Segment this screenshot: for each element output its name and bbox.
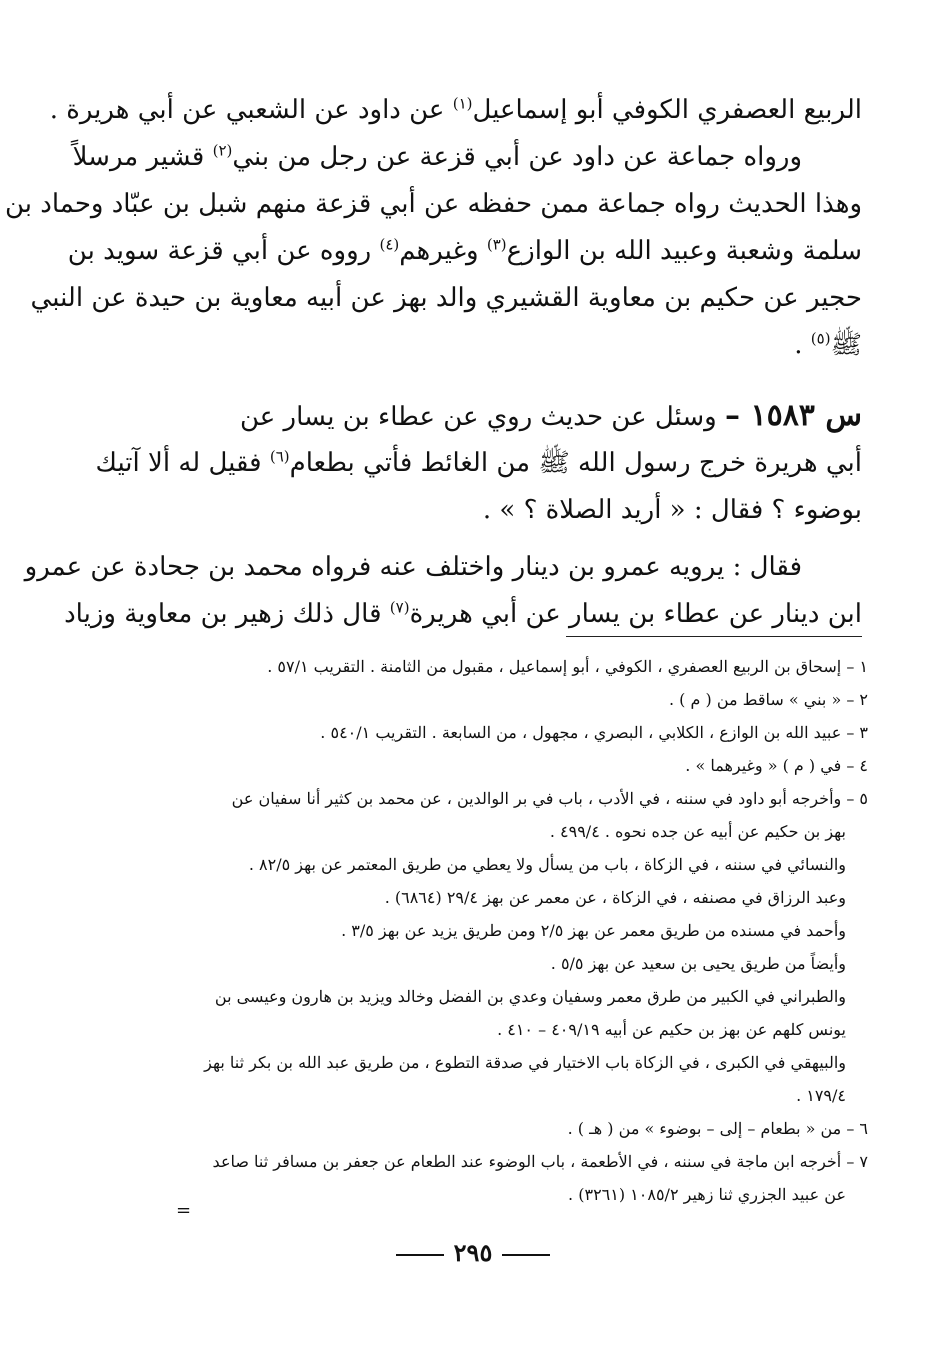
page-number — [0, 1238, 946, 1267]
footnote-ref: (٥) — [810, 329, 831, 348]
text-run: أبي هريرة خرج رسول الله ﷺ من الغائط فأتي بطعام — [289, 448, 862, 478]
body-line-1 — [49, 88, 862, 135]
footnote-2: ٢ – « بني » ساقط من ( م ) . — [669, 690, 868, 709]
body-line-4 — [67, 229, 862, 276]
continuation-mark: = — [176, 1200, 192, 1221]
text-run: وسئل عن حديث روي عن عطاء بن يسار عن — [239, 402, 726, 432]
footnote-ref: (٣) — [486, 235, 507, 254]
question-line-1 — [162, 394, 862, 441]
paragraph-gap — [162, 535, 862, 545]
footnote-ref: (٢) — [212, 141, 233, 160]
footnote-5-cont: والبيهقي في الكبرى ، في الزكاة باب الاختيار في صدقة التطوع ، من طريق عبد الله بن بكر ثنا بهز — [204, 1053, 846, 1072]
text-run: ابن دينار عن عطاء بن يسار عن أبي هريرة — [409, 599, 862, 629]
footnote-6: ٦ – من « بطعام – إلى – بوضوء » من ( هـ ) . — [567, 1119, 868, 1138]
text-run: عن داود عن الشعبي عن أبي هريرة . — [49, 95, 453, 125]
text-run: ورواه جماعة عن داود عن أبي قزعة عن رجل من بني — [232, 142, 802, 172]
footnote-3: ٣ – عبيد الله بن الوازع ، الكلابي ، البصري ، مجهول ، من السابعة . التقريب ٥٤٠/١ . — [320, 723, 868, 742]
footnote-5-cont: بهز بن حكيم عن أبيه عن جده نحوه . ٤٩٩/٤ . — [549, 822, 846, 841]
text-run: فقيل له ألا آتيك — [95, 448, 270, 478]
footnote-5-cont: وعبد الرزاق في مصنفه ، في الزكاة ، عن معمر عن بهز ٢٩/٤ (٦٨٦٤) . — [384, 888, 846, 907]
text-run: سلمة وشعبة وعبيد الله بن الوازع — [506, 236, 862, 266]
text-run: قشير مرسلاً — [72, 142, 213, 172]
footnote-5: ٥ – وأخرجه أبو داود في سننه ، في الأدب ، باب في بر الوالدين ، عن محمد بن كثير أنا سفيان عن — [231, 789, 868, 808]
answer-line-2 — [64, 592, 862, 639]
text-run: . — [794, 330, 811, 360]
text-run: ﷺ — [830, 330, 862, 360]
footnote-4: ٤ – في ( م ) « وغيرهما » . — [685, 756, 868, 775]
text-run: رووه عن أبي قزعة سويد بن — [67, 236, 380, 266]
footnote-ref: (١) — [452, 94, 473, 113]
footnote-5-cont: والنسائي في سننه ، في الزكاة ، باب من يسأل ولا يعطي من طريق المعتمر عن بهز ٨٢/٥ . — [248, 855, 846, 874]
body-line-2 — [72, 135, 862, 182]
text-run: قال ذلك زهير بن معاوية وزياد — [64, 599, 390, 629]
answer-line-1: فقال : يرويه عمرو بن دينار واختلف عنه فرواه محمد بن جحادة عن عمرو — [24, 552, 802, 582]
footnote-7-cont: عن عبيد الجزري ثنا زهير ١٠٨٥/٢ (٣٢٦١) . — [568, 1185, 846, 1204]
paragraph-gap — [162, 370, 862, 394]
footnotes — [162, 650, 868, 1211]
body-line-3: وهذا الحديث رواه جماعة ممن حفظه عن أبي قزعة منهم شبل بن عبّاد وحماد بن — [5, 189, 862, 219]
footnote-ref: (٧) — [389, 598, 410, 617]
main-text — [5, 88, 862, 639]
body-line-5: حجير عن حكيم بن معاوية القشيري والد بهز عن أبيه معاوية بن حيدة عن النبي — [30, 283, 862, 313]
footnote-7: ٧ – أخرجه ابن ماجة في سننه ، في الأطعمة ، باب الوضوء عند الطعام عن جعفر بن مسافر ثنا صاعد — [212, 1152, 868, 1171]
body-line-6 — [162, 323, 862, 370]
question-number: س ١٥٨٣ – — [725, 398, 862, 433]
dash-left — [502, 1254, 550, 1256]
page-number-text: ٢٩٥ — [453, 1238, 493, 1267]
footnote-5-cont: وأحمد في مسنده من طريق معمر عن بهز ٢/٥ ومن طريق يزيد عن بهز ٣/٥ . — [341, 921, 846, 940]
footnote-ref: (٦) — [269, 447, 290, 466]
footnote-5-cont: وأيضاً من طريق يحيى بن سعيد عن بهز ٥/٥ . — [550, 954, 846, 973]
text-run: وغيرهم — [399, 236, 487, 266]
footnote-ref: (٤) — [379, 235, 400, 254]
footnote-separator — [566, 636, 862, 637]
question-line-2 — [95, 441, 862, 488]
text-run: الربيع العصفري الكوفي أبو إسماعيل — [472, 95, 862, 125]
footnote-5-cont: ١٧٩/٤ . — [796, 1086, 846, 1105]
question-line-3: بوضوء ؟ فقال : « أريد الصلاة ؟ » . — [482, 495, 862, 525]
footnote-5-cont: والطبراني في الكبير من طرق معمر وسفيان وعدي بن الفضل وخالد ويزيد بن هارون وعيسى بن — [214, 987, 846, 1006]
footnote-1: ١ – إسحاق بن الربيع العصفري ، الكوفي ، أبو إسماعيل ، مقبول من الثامنة . التقريب ٥٧/١ . — [267, 657, 868, 676]
footnote-5-cont: يونس كلهم عن بهز بن حكيم عن أبيه ٤٠٩/١٩ – ٤١٠ . — [497, 1020, 846, 1039]
dash-right — [396, 1254, 444, 1256]
